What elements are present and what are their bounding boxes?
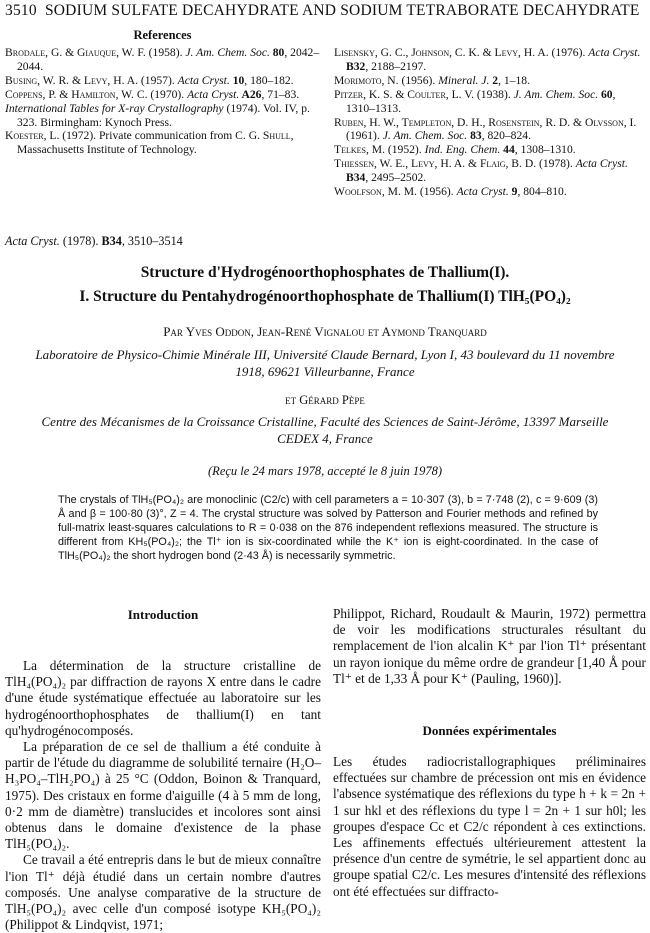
references-heading: References (133, 28, 192, 42)
abstract: The crystals of TlH₅(PO₄)₂ are monoclinic (C2/c) with cell parameters a = 10·307 (3), b = 7·748 (2), c = 9·609 (3) Å and β = 100·80 (3)°, Z = 4. The crystal structure was solved by Patterson and Fourier methods and refined by full-matrix least-squares calculations to R = 0·038 on the 876 independent reflexions measured. The structure is different from KH₅(PO₄)₂; the Tl⁺ ion is six-coordinated while the K⁺ ion is eight-coordinated. In the case of TlH₅(PO₄)₂ the short hydrogen bond (2·43 Å) is necessarily symmetric. (58, 494, 598, 562)
paragraph: Philippot, Richard, Roudault & Maurin, 1972) permettra de voir les modifications structurales résultant du remplacement de l'ion alcalin K⁺ par l'ion Tl⁺ présentant un rayon ionique du même ordre de grandeur [1,40 Å pour Tl⁺ et de 1,33 Å pour K⁺ (Pauling, 1960)]. (333, 606, 646, 686)
paragraph: Les études radiocristallographiques préliminaires effectuées sur chambre de précession ont mis en évidence l'absence systématique des réflexions du type h + k = 2n + 1 sur hkl et des réflexions du type l = 2n + 1 sur h0l; les groupes d'espace Cc et C2/c répondent à ces extinctions. Les affinements effectués ultérieurement attestent la présence d'un centre de symétrie, le sel appartient donc au groupe spatial C2/c. Les mesures d'intensité des réflexions ont été effectuées sur diffracto- (333, 754, 646, 899)
additional-author: et Gérard Pèpe (285, 393, 365, 407)
reference-item: Busing, W. R. & Levy, H. A. (1957). Acta Cryst. 10, 180–182. (5, 73, 294, 87)
received-date: (Reçu le 24 mars 1978, accepté le 8 juin 1978) (208, 464, 442, 478)
reference-item: Coppens, P. & Hamilton, W. C. (1970). Acta Cryst. A26, 71–83. (5, 87, 300, 101)
affiliation-lyon: Laboratoire de Physico-Chimie Minérale III, Université Claude Bernard, Lyon I, 43 boulevard du 11 novembre 1918, 69621 Villeurbanne, France (35, 347, 615, 379)
article-title-line2: I. Structure du Pentahydrogénoorthophosphate de Thallium(I) TlH₅(PO₄)₂ (79, 288, 571, 305)
paragraph: La détermination de la structure cristalline de TlH₄(PO₄)₂ par diffraction de rayons X entre dans le cadre d'une étude systématique effectuée au laboratoire sur les hydrogénoorthophosphates de thallium(I) en tant qu'hydrogénocomposés. (5, 658, 321, 738)
reference-item: International Tables for X-ray Crystallography (1974). Vol. IV, p. 323. Birmingham: Kynoch Press. (5, 101, 310, 129)
article-citation: Acta Cryst. (1978). B34, 3510–3514 (5, 234, 183, 248)
donnees-column (333, 754, 646, 900)
reference-item: Pitzer, K. S. & Coulter, L. V. (1938). J. Am. Chem. Soc. 60, 1310–1313. (334, 87, 616, 115)
references-left-column (5, 46, 323, 157)
reference-item: Koester, L. (1972). Private communication from C. G. Shull, Massachusetts Institute of Technology. (5, 129, 294, 157)
reference-item: Telkes, M. (1952). Ind. Eng. Chem. 44, 1308–1310. (334, 143, 576, 157)
reference-item: Woolfson, M. M. (1956). Acta Cryst. 9, 804–810. (334, 185, 567, 199)
introduction-left-column (5, 658, 321, 933)
introduction-heading: Introduction (127, 607, 199, 622)
paragraph: Ce travail a été entrepris dans le but de mieux connaître l'ion Tl⁺ déjà étudié dans un certain nombre d'autres composés. Une analyse comparative de la structure de TlH₅(PO₄)₂ avec celle d'un composé isotype KH₅(PO₄)₂ (Philippot & Lindqvist, 1971; (5, 852, 321, 933)
introduction-right-column (333, 606, 646, 687)
reference-item: Morimoto, N. (1956). Mineral. J. 2, 1–18. (334, 73, 530, 87)
article-authors: Par Yves Oddon, Jean-René Vignalou et Aymond Tranquard (163, 324, 487, 339)
reference-item: Brodale, G. & Giauque, W. F. (1958). J. Am. Chem. Soc. 80, 2042–2044. (5, 46, 320, 73)
article-title-line1: Structure d'Hydrogénoorthophosphates de Thallium(I). (140, 264, 510, 281)
running-title: SODIUM SULFATE DECAHYDRATE AND SODIUM TETRABORATE DECAHYDRATE (44, 2, 640, 19)
page-number: 3510 (5, 2, 37, 19)
reference-item: Ruben, H. W., Templeton, D. H., Rosenstein, R. D. & Olvsson, I. (1961). J. Am. Chem. Soc. 83, 820–824. (334, 115, 637, 143)
paragraph: La préparation de ce sel de thallium a été conduite à partir de l'étude du diagramme de solubilité ternaire (H₂O–H₃PO₄–TlH₂PO₄) à 25 °C (Oddon, Boinon & Tranquard, 1975). Des cristaux en forme d'aiguille (4 à 5 mm de long, 0·2 mm de diamètre) translucides et incolores sont ainsi obtenus dans le domaine d'existence de la phase TlH₅(PO₄)₂. (5, 739, 321, 852)
reference-item: Thiessen, W. E., Levy, H. A. & Flaig, B. D. (1978). Acta Cryst. B34, 2495–2502. (334, 157, 628, 185)
references-right-column (334, 46, 646, 199)
running-header (5, 2, 640, 20)
donnees-heading: Données expérimentales (422, 723, 557, 738)
affiliation-marseille: Centre des Mécanismes de la Croissance Cristalline, Faculté des Sciences de Saint-Jérôme, 13397 Marseille CEDEX 4, France (41, 414, 609, 446)
reference-item: Lisensky, G. C., Johnson, C. K. & Levy, H. A. (1976). Acta Cryst. B32, 2188–2197. (334, 46, 641, 73)
